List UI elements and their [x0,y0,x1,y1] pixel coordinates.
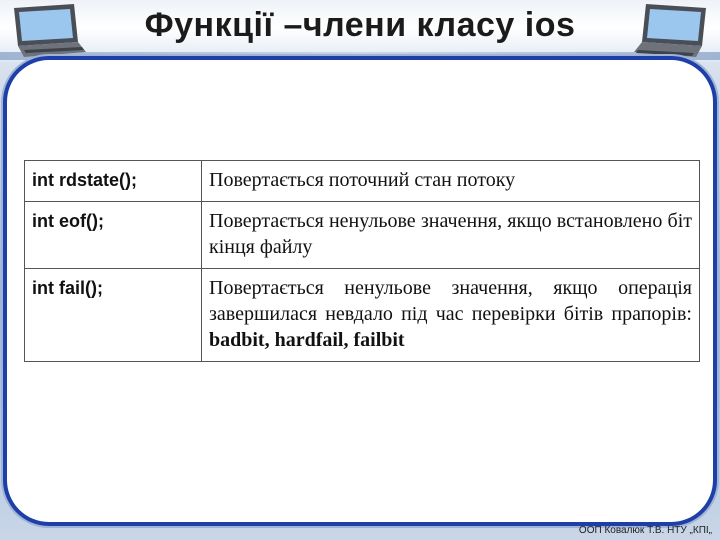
flag-names: badbit, hardfail, failbit [209,329,405,351]
table-row [25,202,700,269]
slide-title: Функції –члени класу ios [144,6,576,44]
table-row [25,161,700,202]
function-cell: int fail(); [25,269,202,362]
description-cell: Повертається ненульове значення, якщо встановлено біт кінця файлу [202,202,700,269]
description-text: Повертається ненульове значення, якщо операція завершилася невдало під час перевірки бітів прапорів: [209,277,692,325]
function-cell: int eof(); [25,202,202,269]
table-row [25,269,700,362]
function-cell: int rdstate(); [25,161,202,202]
description-cell: Повертається поточний стан потоку [202,161,700,202]
functions-table [24,160,700,362]
description-cell [202,269,700,362]
footer-credit: ООП Ковалюк Т.В. НТУ „КПІ„ [578,525,712,536]
